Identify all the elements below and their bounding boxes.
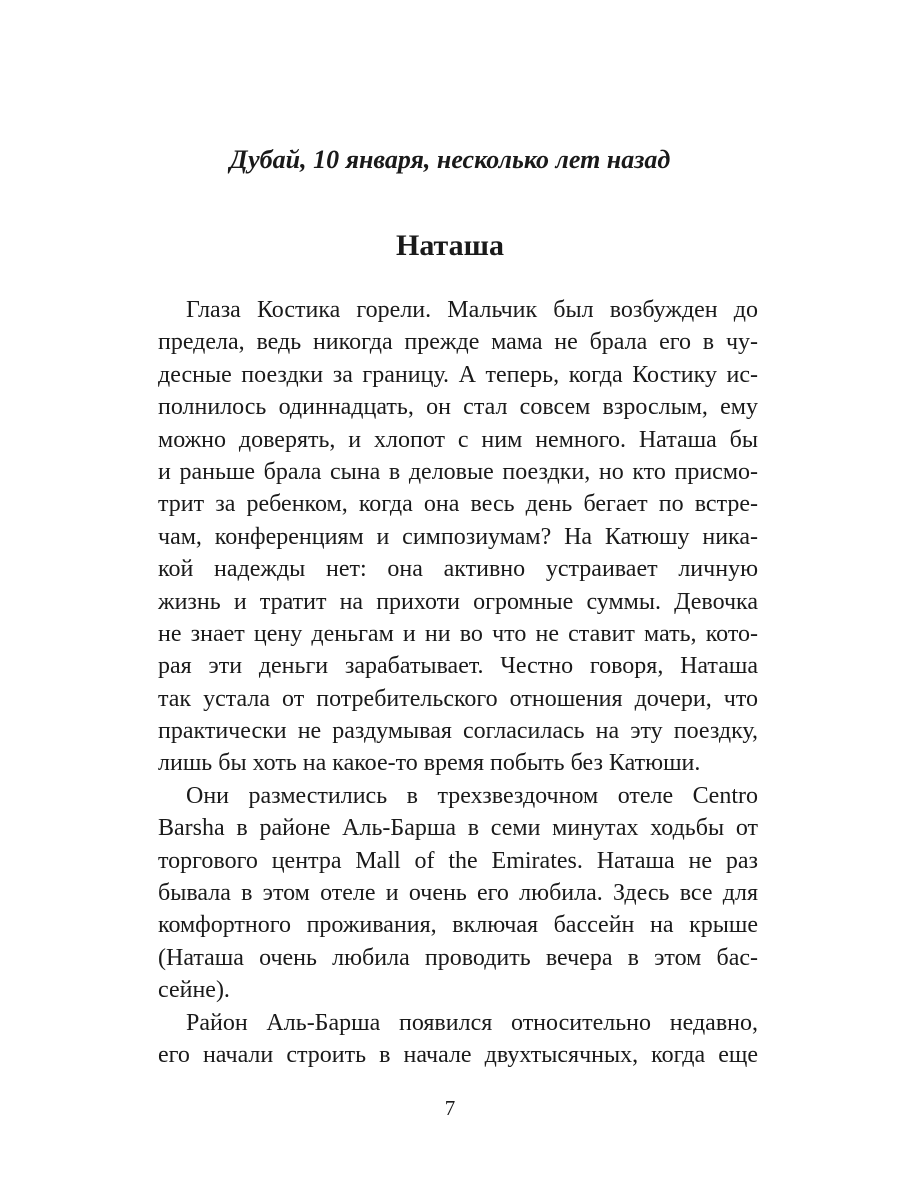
text-line: так устала от потребительского отношения дочери, что: [158, 685, 758, 712]
text-line: десные поездки за границу. А теперь, когда Костику ис-: [158, 361, 758, 388]
text-line: практически не раздумывая согласилась на эту поездку,: [158, 718, 758, 745]
text-line: не знает цену деньгам и ни во что не ставит мать, кото-: [158, 620, 758, 647]
text-line: Они разместились в трехзвездочном отеле Centro: [186, 782, 758, 809]
text-line: его начали строить в начале двухтысячных, когда еще: [158, 1041, 758, 1068]
paragraph: [158, 780, 758, 1007]
text-line: Район Аль-Барша появился относительно недавно,: [186, 1009, 758, 1036]
text-line: трит за ребенком, когда она весь день бегает по встре-: [158, 491, 758, 518]
text-line: бывала в этом отеле и очень его любила. Здесь все для: [158, 880, 758, 907]
text-line: (Наташа очень любила проводить вечера в этом бас-: [158, 944, 758, 971]
chapter-title: Наташа: [396, 229, 504, 262]
text-line: Barsha в районе Аль-Барша в семи минутах ходьбы от: [158, 815, 758, 842]
text-line: лишь бы хоть на какое-то время побыть без Катюши.: [158, 750, 701, 777]
text-line: чам, конференциям и симпозиумам? На Катюшу ника-: [158, 523, 758, 550]
text-line: и раньше брала сына в деловые поездки, но кто присмо-: [158, 458, 758, 485]
text-line: полнилось одиннадцать, он стал совсем взрослым, ему: [158, 394, 758, 421]
text-line: торгового центра Mall of the Emirates. Наташа не раз: [158, 847, 758, 874]
text-line: рая эти деньги зарабатывает. Честно говоря, Наташа: [158, 653, 758, 680]
text-line: жизнь и тратит на прихоти огромные суммы. Девочка: [158, 588, 758, 615]
dateline: Дубай, 10 января, несколько лет назад: [229, 145, 671, 174]
paragraph: [158, 294, 758, 780]
text-line: комфортного проживания, включая бассейн на крыше: [158, 912, 758, 939]
body-text: [158, 294, 758, 1071]
text-line: предела, ведь никогда прежде мама не брала его в чу-: [158, 329, 758, 356]
text-line: можно доверять, и хлопот с ним немного. Наташа бы: [158, 426, 758, 453]
text-line: кой надежды нет: она активно устраивает личную: [158, 556, 758, 583]
text-line: сейне).: [158, 977, 230, 1004]
text-line: Глаза Костика горели. Мальчик был возбужден до: [186, 297, 758, 323]
paragraph: [158, 1007, 758, 1072]
page-number: 7: [444, 1096, 456, 1120]
